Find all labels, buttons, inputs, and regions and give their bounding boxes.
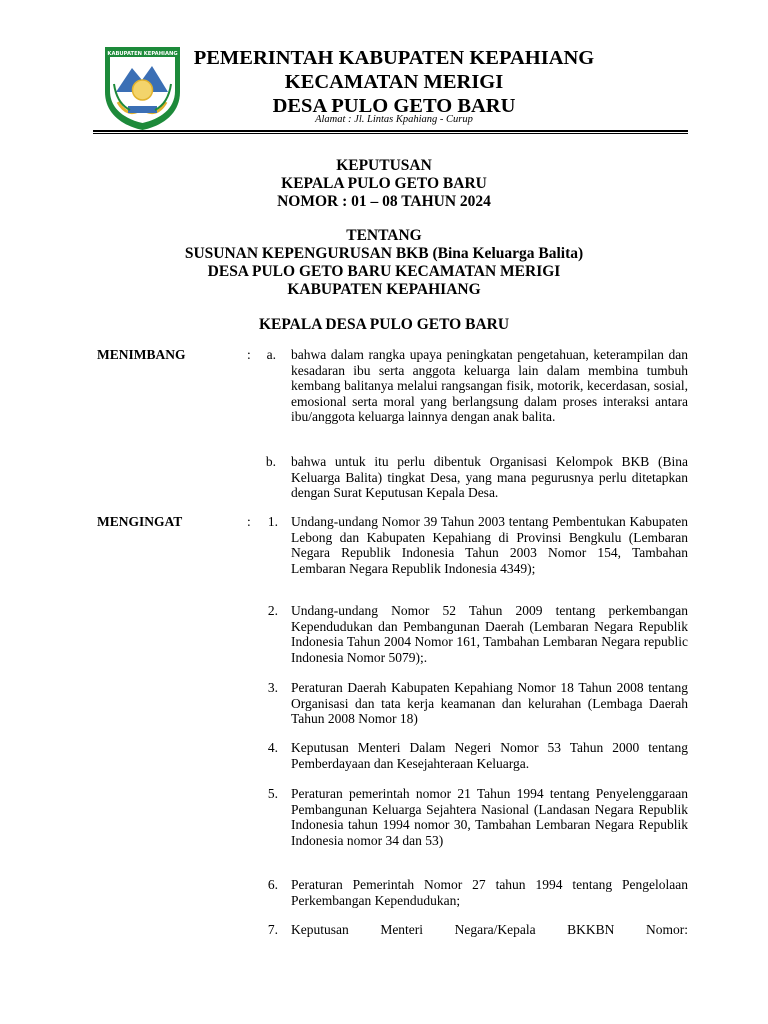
mengingat-marker-6: 6.	[267, 877, 278, 892]
mengingat-item-6: Peraturan Pemerintah Nomor 27 tahun 1994 tentang Pengelolaan Perkembangan Kependudukan;	[291, 877, 688, 908]
address: Alamat : Jl. Lintas Kpahiang - Curup	[315, 114, 473, 125]
logo-text: KABUPATEN KEPAHIANG	[107, 51, 178, 57]
header-rule-thin	[93, 133, 688, 134]
mengingat-marker-5: 5.	[267, 786, 278, 801]
decree-title: KEPUTUSAN	[336, 157, 432, 174]
mengingat-colon: :	[247, 514, 251, 529]
decree-number: NOMOR : 01 – 08 TAHUN 2024	[277, 193, 491, 210]
menimbang-marker-b: b.	[265, 454, 276, 469]
mengingat-marker-4: 4.	[267, 740, 278, 755]
mengingat-item-1: Undang-undang Nomor 39 Tahun 2003 tentang Pembentukan Kabupaten Lebong dan Kabupaten Kepahiang di Provinsi Bengkulu (Lembaran Negara Republik Indonesia Tahun 2003 Nomor 154, Tambahan Lembaran Negara Republik Indonesia 4349);	[291, 514, 688, 576]
mengingat-item-3: Peraturan Daerah Kabupaten Kepahiang Nomor 18 Tahun 2008 tentang Organisasi dan tata kerja keamanan dan kelurahan (Lembaga Daerah Tahun 2008 Nomor 18)	[291, 680, 688, 726]
mengingat-marker-2: 2.	[267, 603, 278, 618]
subject-line-1: SUSUNAN KEPENGURUSAN BKB (Bina Keluarga Balita)	[184, 245, 584, 262]
decree-issuer-line: KEPALA PULO GETO BARU	[281, 175, 487, 192]
mengingat-marker-7: 7.	[267, 922, 278, 937]
header-rule-thick	[93, 130, 688, 132]
mengingat-item-7: Keputusan Menteri Negara/Kepala BKKBN Nomor:	[291, 922, 688, 937]
mengingat-label: MENGINGAT	[97, 514, 183, 529]
subject-line-2: DESA PULO GETO BARU KECAMATAN MERIGI	[207, 263, 561, 280]
government-name: PEMERINTAH KABUPATEN KEPAHIANG	[193, 47, 595, 69]
mengingat-item-5: Peraturan pemerintah nomor 21 Tahun 1994 tentang Penyelenggaraan Pembangunan Keluarga Sejahtera Nasional (Landasan Negara Republik Indonesia tahun 1994 nomor 30, Tambahan Lembaran Negara Republik Indonesia nomor 34 dan 53)	[291, 786, 688, 848]
village-name: DESA PULO GETO BARU	[272, 95, 516, 117]
issuer-heading: KEPALA DESA PULO GETO BARU	[258, 316, 510, 333]
mengingat-marker-3: 3.	[267, 680, 278, 695]
subject-line-3: KABUPATEN KEPAHIANG	[287, 281, 481, 298]
district-name: KECAMATAN MERIGI	[284, 71, 504, 93]
mengingat-item-4: Keputusan Menteri Dalam Negeri Nomor 53 Tahun 2000 tentang Pemberdayaan dan Kesejahteraan Keluarga.	[291, 740, 688, 771]
menimbang-item-a: bahwa dalam rangka upaya peningkatan pengetahuan, keterampilan dan kesadaran ibu serta anggota keluarga lain dalam membina tumbuh kembang balitanya melalui rangsangan fisik, motorik, kecerdasan, sosial, emosional serta moral yang berlangsung dalam proses interaksi antara ibu/anggota keluarga lainnya dengan anak balita.	[291, 347, 688, 424]
menimbang-colon: :	[247, 347, 251, 362]
kabupaten-kepahiang-logo	[102, 44, 183, 132]
menimbang-label: MENIMBANG	[97, 347, 186, 362]
mengingat-item-2: Undang-undang Nomor 52 Tahun 2009 tentang perkembangan Kependudukan dan Pembangunan Daerah (Lembaran Negara Republik Indonesia Tahun 2004 Nomor 161, Tambahan Lembaran Negara republic Indonesia Nomor 5079);.	[291, 603, 688, 665]
menimbang-marker-a: a.	[266, 347, 276, 362]
mengingat-marker-1: 1.	[267, 514, 278, 529]
tentang-heading: TENTANG	[346, 227, 422, 244]
menimbang-item-b: bahwa untuk itu perlu dibentuk Organisasi Kelompok BKB (Bina Keluarga Balita) tingkat Desa, yang mana pegurusnya perlu ditetapkan dengan Surat Keputusan Kepala Desa.	[291, 454, 688, 500]
